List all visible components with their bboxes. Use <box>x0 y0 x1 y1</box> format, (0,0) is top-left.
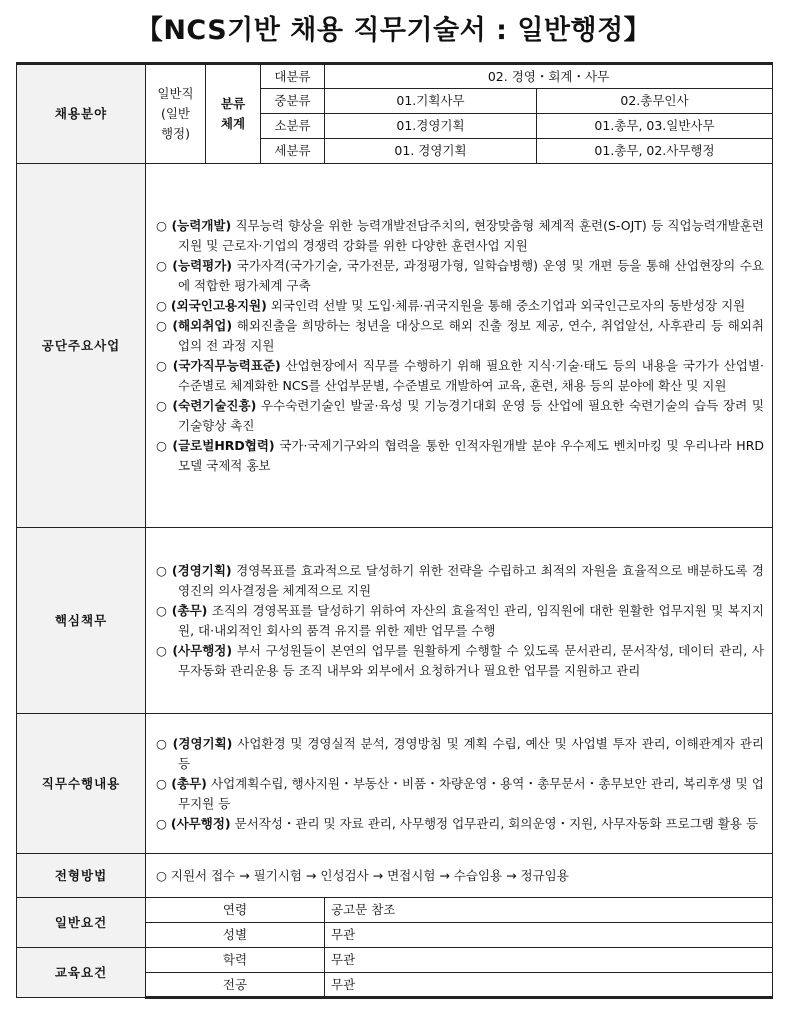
business-row <box>17 164 773 528</box>
item-key: (해외취업) <box>172 318 233 333</box>
requirement-name: 성별 <box>146 923 325 948</box>
bullet-icon: ○ <box>156 776 172 791</box>
item-text: 해외진출을 희망하는 청년을 대상으로 해외 진출 정보 제공, 연수, 취업알선, 사후관리 등 해외취업의 전 과정 지원 <box>178 318 764 353</box>
requirement-value: 무관 <box>325 948 773 973</box>
item-key: (숙련기술진흥) <box>172 398 257 413</box>
list-item <box>156 296 764 316</box>
general-type-line: (일반 <box>160 106 191 121</box>
education-req-row <box>17 948 773 973</box>
business-label: 공단주요사업 <box>17 164 146 528</box>
list-item <box>156 396 764 436</box>
item-text: 부서 구성원들이 본연의 업무를 원활하게 수행할 수 있도록 문서관리, 문서작성, 데이터 관리, 사무자동화 관리운용 등 조직 내부와 외부에서 요청하거나 필요한 업무를 지원하고 관리 <box>178 643 764 678</box>
list-item <box>156 256 764 296</box>
item-key: (외국인고용지원) <box>170 298 267 313</box>
selection-process: ○ 지원서 접수 → 필기시험 → 인성검사 → 면접시험 → 수습임용 → 정규임용 <box>146 854 773 898</box>
general-type-line: 일반직 <box>157 86 194 101</box>
duties-row <box>17 528 773 714</box>
field-row-major <box>17 64 773 89</box>
item-text: 문서작성・관리 및 자료 관리, 사무행정 업무관리, 회의운영・지원, 사무자동화 프로그램 활용 등 <box>230 816 759 831</box>
list-item <box>156 316 764 356</box>
bullet-icon: ○ <box>156 563 172 578</box>
classification-system-cell <box>206 64 261 164</box>
class-level-value: 01. 경영기획 <box>325 139 537 164</box>
list-item <box>156 356 764 396</box>
item-text: 조직의 경영목표를 달성하기 위하여 자산의 효율적인 관리, 임직원에 대한 원활한 업무지원 및 복지지원, 대·내외적인 회사의 품격 유지를 위한 제반 업무를 수행 <box>178 603 764 638</box>
classification-system-line: 체계 <box>220 116 246 131</box>
requirement-value: 공고문 참조 <box>325 898 773 923</box>
selection-label: 전형방법 <box>17 854 146 898</box>
bullet-icon: ○ <box>156 298 171 313</box>
requirement-name: 전공 <box>146 973 325 998</box>
requirement-name: 연령 <box>146 898 325 923</box>
class-level-value: 01.총무, 02.사무행정 <box>537 139 773 164</box>
duties-content <box>146 528 773 714</box>
bullet-icon: ○ <box>156 258 173 273</box>
bullet-icon: ○ <box>156 643 173 658</box>
list-item <box>156 561 764 601</box>
classification-system-line: 분류 <box>220 96 246 111</box>
job-description-table <box>16 62 773 999</box>
item-text: 사업계획수립, 행사지원・부동산・비품・차량운영・용역・총무문서・총무보안 관리, 복리후생 및 업무지원 등 <box>178 776 764 811</box>
general-req-row <box>17 898 773 923</box>
item-key: (능력개발) <box>171 218 232 233</box>
bullet-icon: ○ <box>156 736 173 751</box>
item-text: 국가·국제기구와의 협력을 통한 인적자원개발 분야 우수제도 벤치마킹 및 우리나라 HRD모델 국제적 홍보 <box>178 438 765 473</box>
item-key: (사무행정) <box>172 643 233 658</box>
page-title: 【NCS기반 채용 직무기술서 : 일반행정】 <box>135 15 652 46</box>
item-key: (글로벌HRD협력) <box>172 438 275 453</box>
general-type-cell <box>146 64 206 164</box>
item-text: 사업환경 및 경영실적 분석, 경영방침 및 계획 수립, 예산 및 사업별 투자 관리, 이해관계자 관리 등 <box>178 736 764 771</box>
list-item <box>156 814 764 834</box>
requirement-value: 무관 <box>325 923 773 948</box>
class-level-name: 중분류 <box>261 89 325 114</box>
education-req-label: 교육요건 <box>17 948 146 998</box>
general-type-line: 행정) <box>160 126 191 141</box>
class-level-value: 02. 경영・회계・사무 <box>325 64 773 89</box>
item-key: (사무행정) <box>170 816 231 831</box>
business-content <box>146 164 773 528</box>
bullet-icon: ○ <box>156 603 172 618</box>
list-item <box>156 216 764 256</box>
item-text: 우수숙련기술인 발굴·육성 및 기능경기대회 운영 등 산업에 필요한 숙련기술의 습득 장려 및 기술향상 촉진 <box>178 398 764 433</box>
item-text: 국가자격(국가기술, 국가전문, 과정평가형, 일학습병행) 운영 및 개편 등을 통해 산업현장의 수요에 적합한 평가체계 구축 <box>178 258 764 293</box>
general-req-label: 일반요건 <box>17 898 146 948</box>
tasks-content <box>146 714 773 854</box>
bullet-icon: ○ <box>156 438 173 453</box>
class-level-value: 02.총무인사 <box>537 89 773 114</box>
tasks-label: 직무수행내용 <box>17 714 146 854</box>
list-item <box>156 601 764 641</box>
list-item <box>156 436 764 476</box>
item-key: (총무) <box>171 776 207 791</box>
item-text: 외국인력 선발 및 도입·체류·귀국지원을 통해 중소기업과 외국인근로자의 동반성장 지원 <box>266 298 746 313</box>
field-label: 채용분야 <box>17 64 146 164</box>
bullet-icon: ○ <box>156 358 173 373</box>
bullet-icon: ○ <box>156 816 171 831</box>
item-text: 산업현장에서 직무를 수행하기 위해 필요한 지식·기술·태도 등의 내용을 국가가 산업별·수준별로 체계화한 NCS를 산업부문별, 수준별로 개발하여 교육, 훈련, 채용 등의 분야에 확산 및 지원 <box>178 358 764 393</box>
item-key: (능력평가) <box>172 258 233 273</box>
requirement-value: 무관 <box>325 973 773 998</box>
selection-row <box>17 854 773 898</box>
item-key: (총무) <box>171 603 208 618</box>
class-level-value: 01.총무, 03.일반사무 <box>537 114 773 139</box>
class-level-value: 01.경영기획 <box>325 114 537 139</box>
item-text: 직무능력 향상을 위한 능력개발전담주치의, 현장맞춤형 체계적 훈련(S-OJT) 등 직업능력개발훈련 지원 및 근로자·기업의 경쟁력 강화를 위한 다양한 훈련사업 지원 <box>178 218 765 253</box>
class-level-value: 01.기획사무 <box>325 89 537 114</box>
duties-label: 핵심책무 <box>17 528 146 714</box>
item-text: 경영목표를 효과적으로 달성하기 위한 전략을 수립하고 최적의 자원을 효율적으로 배분하도록 경영진의 의사결정을 체계적으로 지원 <box>178 563 764 598</box>
bullet-icon: ○ <box>156 218 172 233</box>
list-item <box>156 774 764 814</box>
item-key: (국가직무능력표준) <box>172 358 281 373</box>
tasks-row <box>17 714 773 854</box>
item-key: (경영기획) <box>172 736 233 751</box>
bullet-icon: ○ <box>156 398 173 413</box>
list-item <box>156 641 764 681</box>
class-level-name: 소분류 <box>261 114 325 139</box>
class-level-name: 세분류 <box>261 139 325 164</box>
requirement-name: 학력 <box>146 948 325 973</box>
bullet-icon: ○ <box>156 318 173 333</box>
class-level-name: 대분류 <box>261 64 325 89</box>
item-key: (경영기획) <box>171 563 232 578</box>
list-item <box>156 734 764 774</box>
